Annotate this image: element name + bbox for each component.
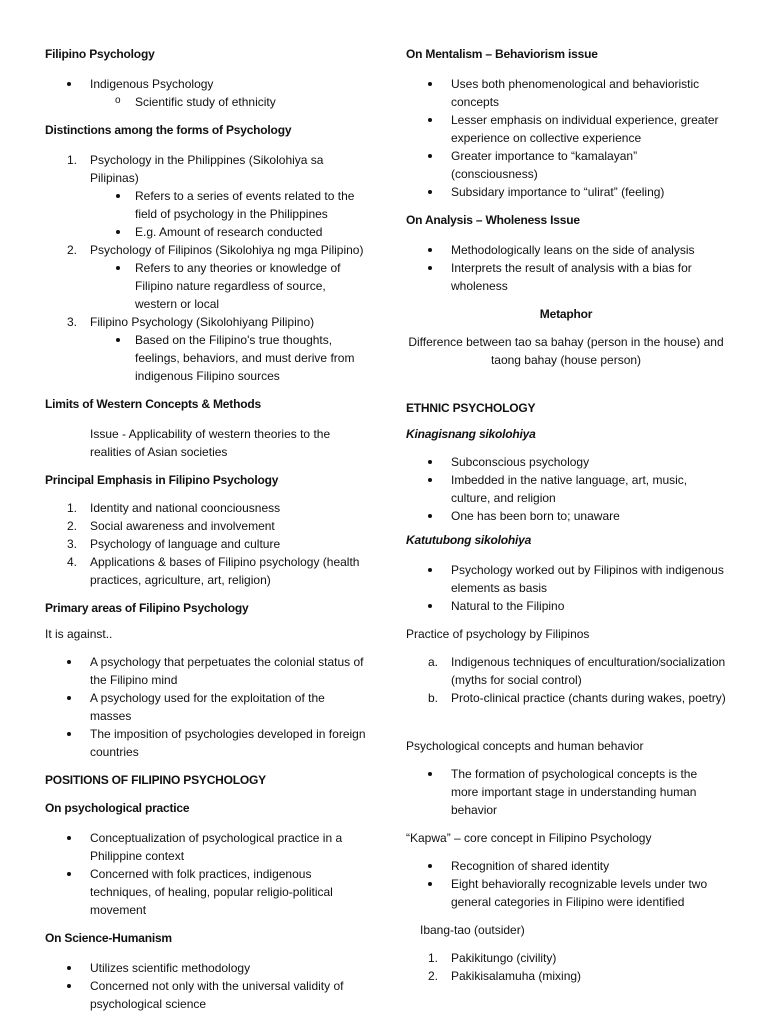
list-item: Recognition of shared identity [406,857,726,875]
against-text: It is against.. [45,627,113,641]
list-item: Refers to a series of events related to the field of psychology in the Philippines [45,187,367,223]
numbered-item: 2. Psychology of Filipinos (Sikolohiya ng mga Pilipino) [67,243,364,257]
numbered-item: 1. Psychology in the Philippines (Sikolohiya sa Pilipinas) [67,153,324,185]
distinctions-list [45,151,367,385]
practice-list [45,829,367,919]
list-item: Subsidary importance to “ulirat” (feeling) [406,183,726,201]
filipino-psychology-list [45,75,367,111]
katutubong-list [406,561,726,615]
list-item: Refers to any theories or knowledge of Filipino nature regardless of source, western or local [45,259,367,313]
numbered-item: 2. Pakikisalamuha (mixing) [428,969,582,983]
list-item: The imposition of psychologies developed in foreign countries [45,725,367,761]
limits-text: Issue - Applicability of western theories to the realities of Asian societies [90,427,331,459]
ibang-tao-list [406,949,726,985]
kinagisnang-heading: Kinagisnang sikolohiya [406,427,536,441]
positions-heading: POSITIONS OF FILIPINO PSYCHOLOGY [45,773,266,787]
list-item: Based on the Filipino's true thoughts, feelings, behaviors, and must derive from indigenous Filipino sources [45,331,367,385]
list-item: Utilizes scientific methodology [45,959,367,977]
filipino-psychology-heading: Filipino Psychology [45,47,155,61]
practice-heading: On psychological practice [45,801,190,815]
list-item: Psychology worked out by Filipinos with indigenous elements as basis [406,561,726,597]
lettered-item: b. Proto-clinical practice (chants during wakes, poetry) [428,691,726,705]
list-item: E.g. Amount of research conducted [45,223,367,241]
mentalism-heading: On Mentalism – Behaviorism issue [406,47,598,61]
list-item: Indigenous Psychology [45,75,367,93]
concepts-text: Psychological concepts and human behavior [406,739,644,753]
list-item: Interprets the result of analysis with a bias for wholeness [406,259,726,295]
list-item: One has been born to; unaware [406,507,726,525]
right-column [406,45,726,985]
ethnic-psychology-heading: ETHNIC PSYCHOLOGY [406,401,536,415]
practice-by-filipinos-list [406,653,726,707]
science-heading: On Science-Humanism [45,931,172,945]
list-item: Greater importance to “kamalayan” (consciousness) [406,147,726,183]
list-item: Lesser emphasis on individual experience, greater experience on collective experience [406,111,726,147]
list-item: Subconscious psychology [406,453,726,471]
list-item: Conceptualization of psychological practice in a Philippine context [45,829,367,865]
kapwa-list [406,857,726,911]
analysis-heading: On Analysis – Wholeness Issue [406,213,580,227]
metaphor-heading: Metaphor [539,307,593,321]
list-item: Imbedded in the native language, art, music, culture, and religion [406,471,726,507]
ibang-tao-text: Ibang-tao (outsider) [420,923,525,937]
emphasis-heading: Principal Emphasis in Filipino Psychology [45,473,279,487]
sub-list-item: o Scientific study of ethnicity [45,93,367,111]
numbered-item: 3. Filipino Psychology (Sikolohiyang Pilipino) [67,315,315,329]
limits-heading: Limits of Western Concepts & Methods [45,397,261,411]
primary-areas-heading: Primary areas of Filipino Psychology [45,601,249,615]
list-item: Concerned with folk practices, indigenous techniques, of healing, popular religio-political movement [45,865,367,919]
list-item: A psychology used for the exploitation of the masses [45,689,367,725]
science-list [45,959,367,1013]
distinctions-heading: Distinctions among the forms of Psychology [45,123,292,137]
metaphor-text: Difference between tao sa bahay (person in the house) and taong bahay (house person) [408,335,724,367]
list-item: Methodologically leans on the side of analysis [406,241,726,259]
kapwa-text: “Kapwa” – core concept in Filipino Psychology [406,831,652,845]
list-item: Uses both phenomenological and behavioristic concepts [406,75,726,111]
against-list [45,653,367,761]
kinagisnang-list [406,453,726,525]
mentalism-list [406,75,726,201]
katutubong-heading: Katutubong sikolohiya [406,533,532,547]
numbered-item: 2. Social awareness and involvement [67,519,275,533]
numbered-item: 4. Applications & bases of Filipino psychology (health practices, agriculture, art, religion) [67,555,360,587]
list-item: A psychology that perpetuates the colonial status of the Filipino mind [45,653,367,689]
numbered-item: 1. Pakikitungo (civility) [428,951,557,965]
list-item: The formation of psychological concepts is the more important stage in understanding human behavior [406,765,726,819]
practice-by-filipinos-text: Practice of psychology by Filipinos [406,627,590,641]
emphasis-list [45,499,367,589]
list-item: Eight behaviorally recognizable levels under two general categories in Filipino were identified [406,875,726,911]
numbered-item: 3. Psychology of language and culture [67,537,281,551]
numbered-item: 1. Identity and national coonciousness [67,501,281,515]
concepts-list [406,765,726,819]
left-column [45,45,367,1013]
lettered-item: a. Indigenous techniques of enculturation/socialization (myths for social control) [428,655,726,687]
list-item: Concerned not only with the universal validity of psychological science [45,977,367,1013]
list-item: Natural to the Filipino [406,597,726,615]
analysis-list [406,241,726,295]
